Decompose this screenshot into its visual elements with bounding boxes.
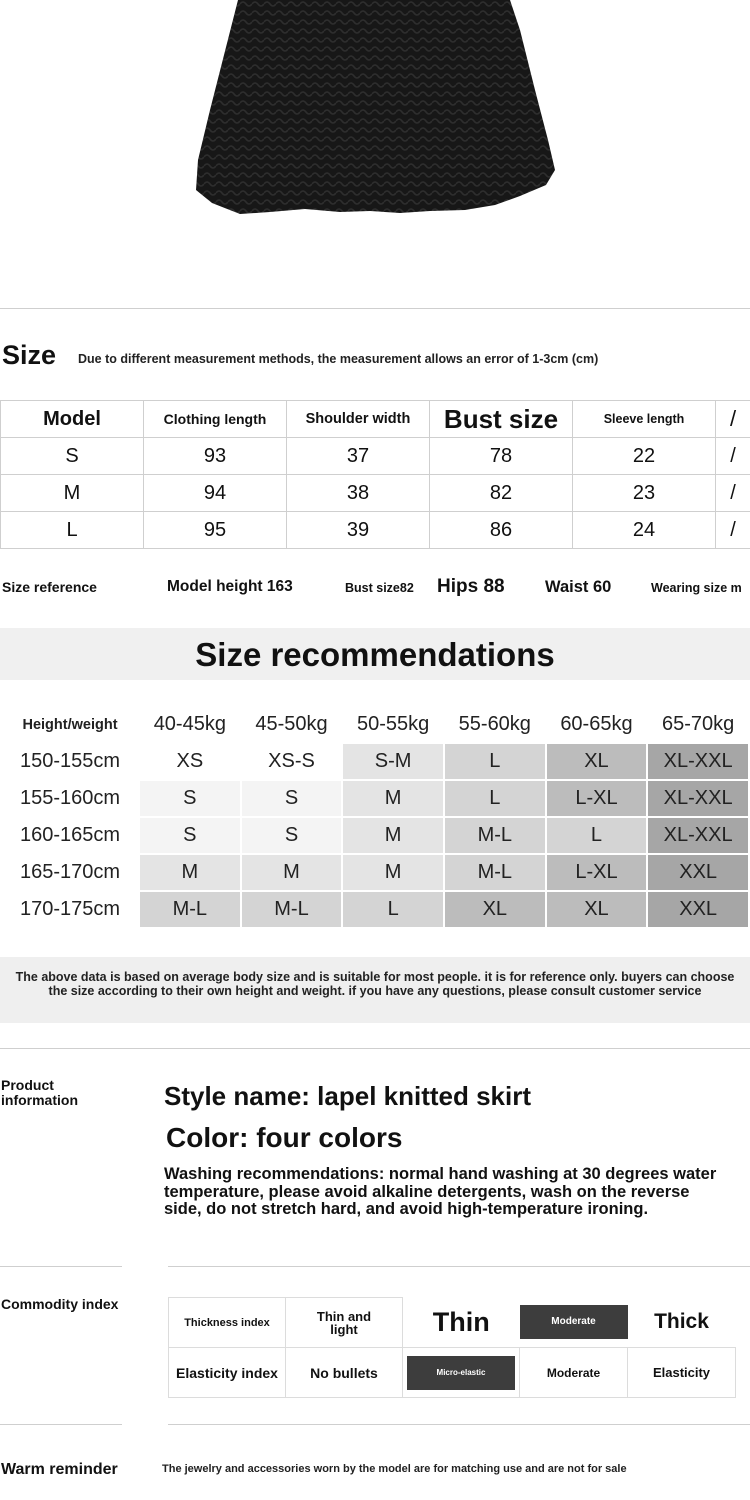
size-cell: M-L [242,892,342,927]
measurement-note: Due to different measurement methods, the measurement allows an error of 1-3cm (cm) [78,352,599,366]
header-bust-size: Bust size [430,401,573,438]
thickness-option: Thick [654,1310,709,1334]
size-cell: XL-XXL [648,818,748,853]
style-name: Style name: lapel knitted skirt [164,1081,532,1111]
size-reference-label: Size reference [2,579,97,595]
size-cell: XL-XXL [648,744,748,779]
size-cell: L-XL [547,855,647,890]
elasticity-option: Elasticity [628,1348,736,1398]
model-bust: Bust size82 [345,581,414,595]
product-skirt-image [0,0,750,250]
header-model: Model [1,401,144,438]
header-shoulder-width: Shoulder width [287,401,430,438]
size-cell: 95 [144,512,287,549]
size-cell: 93 [144,438,287,475]
size-cell: 37 [287,438,430,475]
commodity-index-label: Commodity index [1,1296,119,1312]
size-cell: 94 [144,475,287,512]
size-cell: / [716,475,750,512]
divider [0,1048,750,1049]
divider [0,1266,122,1267]
elasticity-row [169,1348,736,1398]
size-cell: M [343,781,443,816]
table-row [2,855,748,890]
size-section-title: Size [2,340,57,370]
weight-header: 60-65kg [560,713,633,735]
elasticity-index-label: Elasticity index [169,1348,286,1398]
size-cell: / [716,512,750,549]
size-cell: M [242,855,342,890]
product-information-label: Product information [1,1077,78,1108]
divider [0,1424,122,1425]
wearing-size: Wearing size m [651,581,742,595]
commodity-index-table [168,1297,736,1398]
washing-recommendations: Washing recommendations: normal hand washing at 30 degrees water temperature, please avoid alkaline detergents, wash on the reverse side, do not stretch hard, and avoid high-temperature ironing. [164,1165,717,1218]
size-cell: M [140,855,240,890]
size-cell: S [140,818,240,853]
color-info: Color: four colors [166,1122,403,1153]
table-row [1,512,750,549]
divider [168,1424,750,1425]
size-cell: S [242,818,342,853]
size-cell: L [1,512,144,549]
thickness-index-label: Thickness index [169,1298,286,1348]
table-row [2,892,748,927]
weight-header: 65-70kg [662,713,735,735]
weight-header: 50-55kg [357,713,430,735]
elasticity-option: No bullets [286,1348,403,1398]
header-sleeve-length: Sleeve length [573,401,716,438]
size-cell: S [1,438,144,475]
header-slash: / [716,401,750,438]
size-cell: L-XL [547,781,647,816]
size-cell: M-L [445,818,545,853]
height-weight-corner: Height/weight [22,716,118,733]
size-cell: L [343,892,443,927]
size-cell: XL [547,892,647,927]
size-cell: L [547,818,647,853]
recommendation-header [2,707,748,742]
model-waist: Waist 60 [545,578,612,596]
height-label: 170-175cm [19,898,121,920]
size-cell: 23 [573,475,716,512]
height-label: 150-155cm [19,750,121,772]
weight-header: 40-45kg [153,713,226,735]
size-table [0,400,750,549]
size-cell: M-L [445,855,545,890]
size-cell: L [445,744,545,779]
elasticity-option: Moderate [520,1348,628,1398]
elasticity-option-selected [403,1348,520,1398]
size-cell: M [343,818,443,853]
thickness-option: Thin and light [286,1298,403,1348]
size-cell: XXL [648,855,748,890]
size-cell: M [343,855,443,890]
size-cell: 82 [430,475,573,512]
size-cell: / [716,438,750,475]
size-cell: M [1,475,144,512]
header-clothing-length: Clothing length [144,401,287,438]
table-row [2,781,748,816]
warm-reminder-text: The jewelry and accessories worn by the model are for matching use and are not for sale [162,1463,627,1475]
height-label: 160-165cm [19,824,121,846]
size-cell: 38 [287,475,430,512]
size-cell: S-M [343,744,443,779]
size-cell: 39 [287,512,430,549]
model-height: Model height 163 [167,578,293,595]
size-cell: 78 [430,438,573,475]
size-table-header [1,401,750,438]
size-cell: XS-S [242,744,342,779]
table-row [1,438,750,475]
recommendation-note: The above data is based on average body size and is suitable for most people. it is for reference only. buyers can choose the size according to their own height and weight. if you have any questions, please consult customer service [15,970,735,998]
weight-header: 55-60kg [458,713,531,735]
size-cell: 86 [430,512,573,549]
size-cell: XS [140,744,240,779]
thickness-option: Thin [432,1306,490,1337]
table-row [1,475,750,512]
recommendations-title: Size recommendations [195,636,555,673]
size-cell: XL [445,892,545,927]
model-hips: Hips 88 [437,576,505,597]
size-cell: S [140,781,240,816]
size-cell: XXL [648,892,748,927]
thickness-row [169,1298,736,1348]
size-cell: XL [547,744,647,779]
selected-marker: Micro-elastic [407,1356,515,1390]
table-row [2,818,748,853]
size-cell: L [445,781,545,816]
divider [0,308,750,309]
table-row [2,744,748,779]
recommendation-table [0,705,750,929]
height-label: 165-170cm [19,861,121,883]
selected-marker: Moderate [520,1305,628,1339]
weight-header: 45-50kg [255,713,328,735]
divider [168,1266,750,1267]
size-cell: S [242,781,342,816]
size-cell: M-L [140,892,240,927]
thickness-option-selected [520,1298,628,1348]
warm-reminder-label: Warm reminder [1,1461,118,1478]
size-cell: 24 [573,512,716,549]
size-cell: XL-XXL [648,781,748,816]
size-cell: 22 [573,438,716,475]
height-label: 155-160cm [19,787,121,809]
